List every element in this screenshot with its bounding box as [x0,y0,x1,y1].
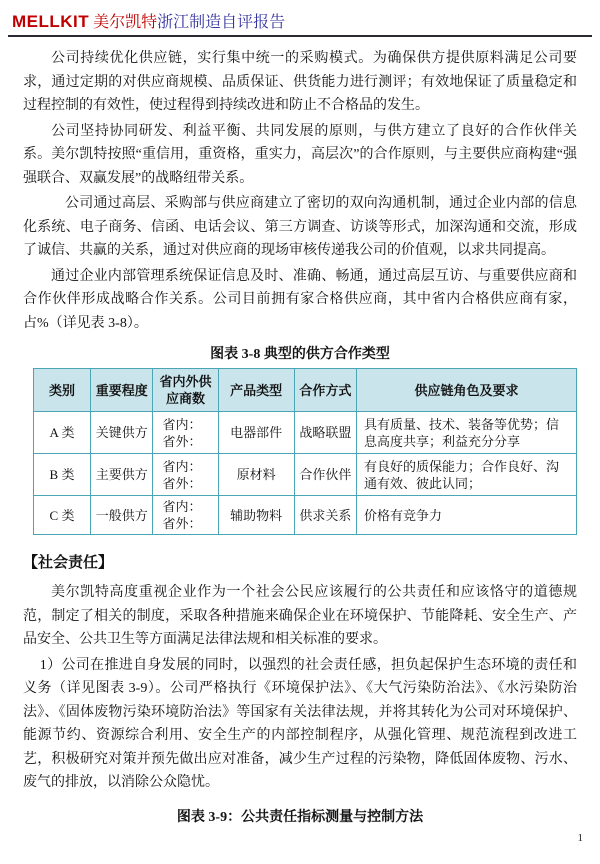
count-line-out-province: 省外： [162,433,202,449]
cell-importance: 一般供方 [91,496,153,535]
cell-product: 辅助物料 [218,496,294,535]
paragraph-supply-chain: 公司持续优化供应链，实行集中统一的采购模式。为确保供方提供原料满足公司要求，通过定期的对供应商规模、品质保证、供货能力进行测评；有效地保证了质量稳定和过程控制的有效性，使过程得到持续改进和防止不合格品的发生。 [23,51,577,113]
count-line-in-province: 省内： [162,499,202,514]
paragraph-communication: 公司通过高层、采购部与供应商建立了密切的双向沟通机制，通过企业内部的信息化系统、电子商务、信函、电话会议、第三方调查、访谈等形式，加深沟通和交流，形成了诚信、共赢的关系，通过对供应商的现场审核传递我公司的价值观，以求共同提高。 [23,196,577,258]
count-line-out-province: 省外： [162,475,202,491]
cell-role: 有良好的质保能力；合作良好、沟通有效、彼此认同； [357,454,577,496]
cell-mode: 供求关系 [294,496,356,535]
page-content [23,47,577,826]
cell-importance: 主要供方 [91,454,153,496]
figure-caption-3-9: 图表 3-9：公共责任指标测量与控制方法 [176,809,424,825]
paragraph-management-system: 通过企业内部管理系统保证信息及时、准确、畅通，通过高层互访、与重要供应商和合作伙伴形成战略合作关系。公司目前拥有家合格供应商，其中省内合格供应商有家，占%（详见表 3-8）。 [23,268,577,331]
cell-count [153,412,218,454]
count-line-in-province: 省内： [162,416,202,432]
cell-role: 具有质量、技术、装备等优势；信息高度共享；利益充分分享 [357,412,577,454]
table-row-c [34,496,577,535]
cell-mode: 合作伙伴 [294,454,356,496]
table-row-a [34,412,577,454]
cell-category: B 类 [34,454,91,496]
cell-count [153,454,218,496]
column-header-product: 产品类型 [218,369,294,412]
cell-category: A 类 [34,412,91,454]
count-line-in-province: 省内： [162,458,202,474]
column-header-count: 省内外供应商数 [153,369,218,412]
brand-name-chinese: 美尔凯特 [93,14,158,31]
paragraph-social-responsibility: 美尔凯特高度重视企业作为一个社会公民应该履行的公共责任和应该恪守的道德规范，制定了相关的制度，采取各种措施来确保企业在环境保护、节能降耗、安全生产、产品安全、公共卫生等方面满足法律法规和相关标准的要求。 [23,585,577,647]
section-heading-social-responsibility: 【社会责任】 [23,555,114,571]
cell-mode: 战略联盟 [294,412,356,454]
page-number: 1 [577,832,583,844]
cell-importance: 关键供方 [91,412,153,454]
count-line-out-province: 省外： [162,516,202,531]
column-header-category: 类别 [34,369,91,412]
cell-product: 原材料 [218,454,294,496]
cell-category: C 类 [34,496,91,535]
cell-product: 电器部件 [218,412,294,454]
cell-role: 价格有竞争力 [357,496,577,535]
cell-count [153,496,218,535]
column-header-role: 供应链角色及要求 [357,369,577,412]
column-header-mode: 合作方式 [294,369,356,412]
table-header-row [34,369,577,412]
column-header-importance: 重要程度 [91,369,153,412]
supplier-cooperation-table [33,368,577,535]
report-header [8,0,592,37]
report-title: 浙江制造自评报告 [157,14,286,31]
paragraph-environment-laws: 1）公司在推进自身发展的同时，以强烈的社会责任感，担负起保护生态环境的责任和义务（详见图表 3-9）。公司严格执行《环境保护法》、《大气污染防治法》、《水污染防治法》、《固体废物污染环境防治法》等国家有关法律法规，并将其转化为公司对环境保护、能源节约、资源综合利用、安全生产的内部控制程序，从强化管理、规范流程到改进工艺，积极研究对策并预先做出应对准备，减少生产过程的污染物，降低固体废物、污水、废气的排放，以消除公众隐忧。 [23,657,577,790]
paragraph-partnership: 公司坚持协同研发、利益平衡、共同发展的原则，与供方建立了良好的合作伙伴关系。美尔凯特按照“重信用，重资格，重实力，高层次”的合作原则，与主要供应商构建“强强联合、双赢发展”的战略纽带关系。 [23,123,577,186]
brand-logo-text: MELLKIT [12,12,90,31]
table-row-b [34,454,577,496]
table-caption: 图表 3-8 典型的供方合作类型 [210,347,390,362]
